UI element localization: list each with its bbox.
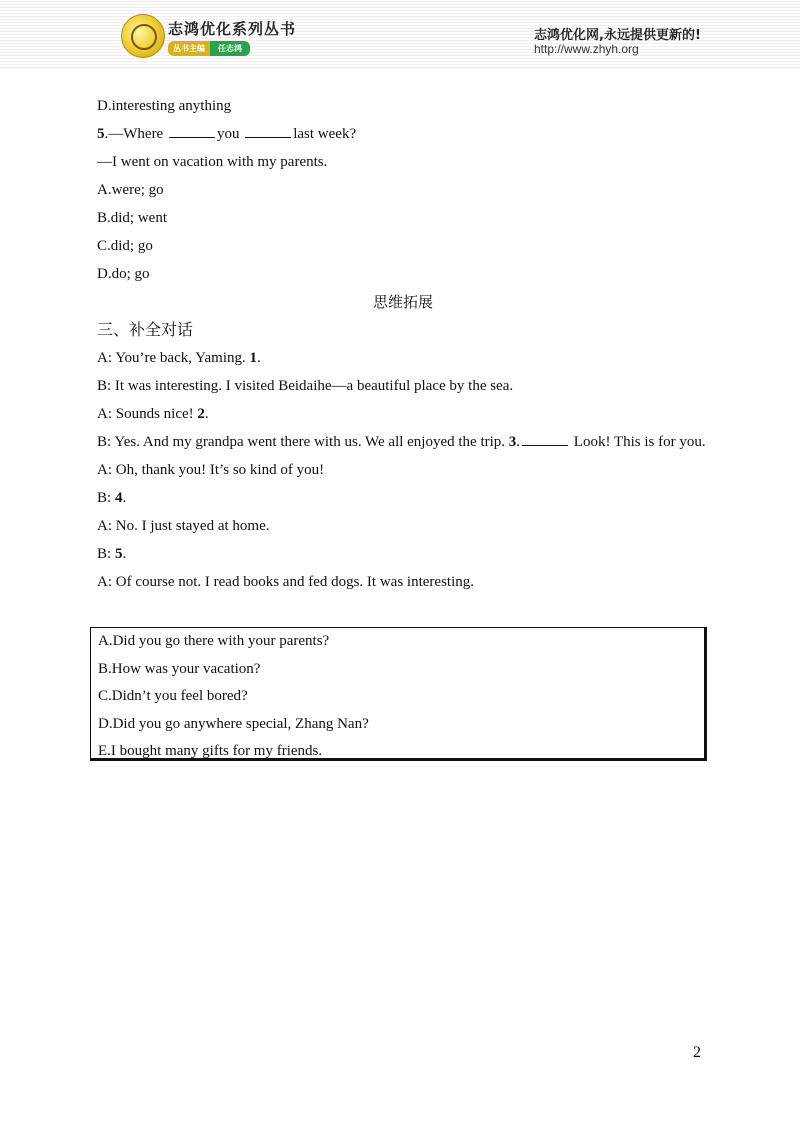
dialogue-line-6-end: . [122,490,127,506]
dialogue-line-4-mid: . [516,434,521,450]
dialogue-line-3 [97,400,709,428]
q5-part1: .—Where [104,126,167,142]
choice-d: D.Did you go anywhere special, Zhang Nan? [98,715,369,732]
blank-number-3: 3 [508,434,517,450]
dialogue-line-1-text: A: You’re back, Yaming. [97,350,250,366]
dialogue-line-9: A: Of course not. I read books and fed dogs. It was interesting. [97,574,474,590]
dialogue-line-1-end: . [257,350,261,366]
editor-badge-label: 丛书主编 [168,41,210,56]
choice-e: E.I bought many gifts for my friends. [98,743,323,759]
part3-heading: 三、补全对话 [97,320,194,339]
series-title: 志鸿优化系列丛书 [168,20,297,38]
dialogue-line-5: A: Oh, thank you! It’s so kind of you! [97,462,325,478]
q5-option-d: D.do; go [97,266,150,282]
editor-badge [168,41,250,56]
dialogue-line-8-end: . [122,546,127,562]
section-title: 思维拓展 [372,293,433,311]
blank-number-4: 4 [114,490,123,506]
dialogue-line-4 [97,428,709,456]
q5-stem [97,120,709,148]
dialogue-line-3-end: . [204,406,209,422]
q5-option-b: B.did; went [97,210,167,226]
dialogue-line-4-text: B: Yes. And my grandpa went there with us. We all enjoyed the trip. [97,434,509,450]
choice-a: A.Did you go there with your parents? [98,633,330,649]
dialogue-line-2: B: It was interesting. I visited Beidaihe—a beautiful place by the sea. [97,378,514,394]
choice-b: B.How was your vacation? [98,660,261,677]
dialogue-line-3-text: A: Sounds nice! [97,406,198,422]
blank-number-2: 2 [197,406,205,422]
q5-option-a: A.were; go [97,182,164,198]
choices-box [90,627,707,761]
q5-blank-2[interactable] [245,124,291,138]
dialogue-line-8 [97,540,709,568]
blank-number-5: 5 [114,546,123,562]
choice-c: C.Didn’t you feel bored? [98,688,248,704]
q5-part2: you [216,126,244,142]
dialogue-line-6-text: B: [97,490,115,506]
dialogue-line-6 [97,484,709,512]
q4-option-d: D.interesting anything [97,98,232,114]
page-header [0,0,800,70]
dialogue-line-1 [97,344,709,372]
page-number: 2 [693,1044,701,1061]
q5-blank-1[interactable] [169,124,215,138]
zhihong-logo-icon [121,14,165,58]
header-slogan: 志鸿优化网,永远提供更新的! [534,28,701,43]
dialogue-line-4-after: Look! This is for you. [570,434,706,450]
q5-part3: last week? [293,126,357,142]
q5-answer-line: —I went on vacation with my parents. [97,154,328,170]
q5-option-c: C.did; go [97,238,153,254]
blank-number-1: 1 [249,350,258,366]
header-url: http://www.zhyh.org [534,42,639,56]
page-content [97,92,709,596]
dialogue-line-7: A: No. I just stayed at home. [97,518,270,534]
editor-badge-name: 任志鸿 [210,41,250,56]
blank-3-line[interactable] [522,432,568,446]
dialogue-line-8-text: B: [97,546,115,562]
q5-number: 5 [97,126,105,142]
